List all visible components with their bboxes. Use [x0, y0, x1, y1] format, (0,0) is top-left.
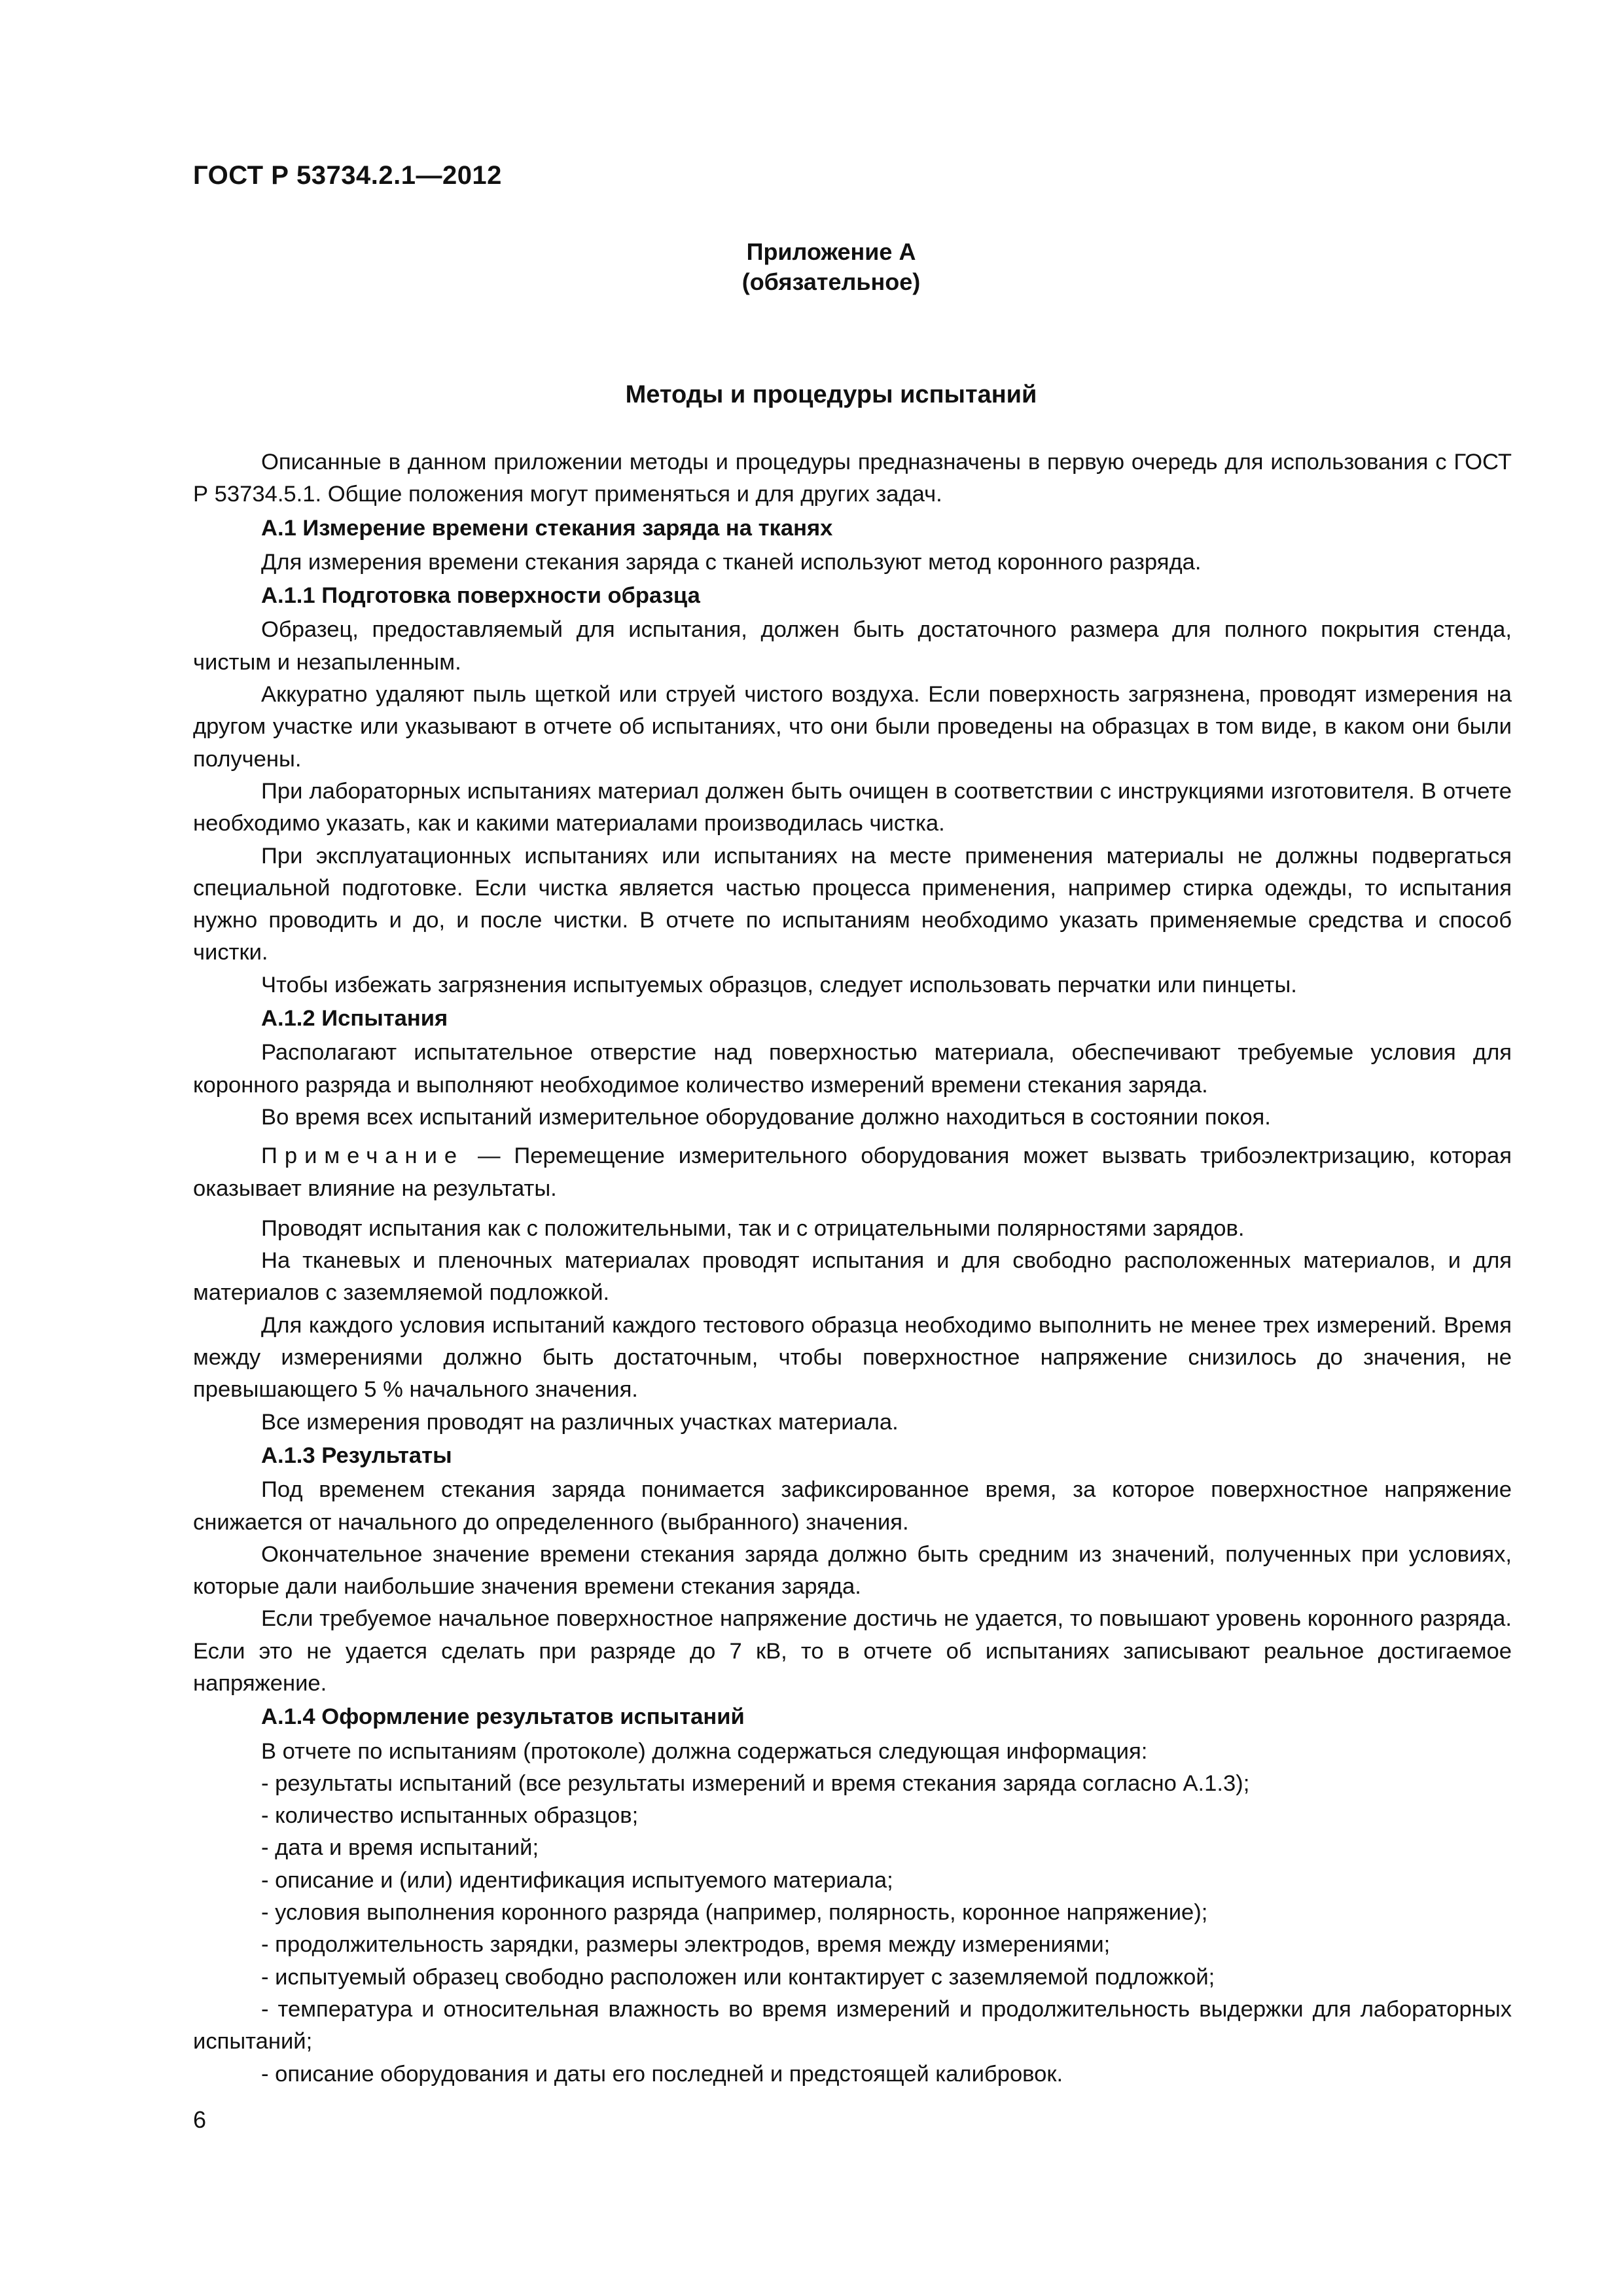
paragraph: Описанные в данном приложении методы и процедуры предназначены в первую очередь для использования с ГОСТ Р 53734.5.1. Общие положения могут применяться и для других задач.	[193, 450, 1512, 507]
section-heading-a14: А.1.4 Оформление результатов испытаний	[261, 1704, 745, 1730]
paragraph: При лабораторных испытаниях материал должен быть очищен в соответствии с инструкциями изготовителя. В отчете необходимо указать, как и какими материалами производилась чистка.	[193, 778, 1512, 836]
paragraph: Чтобы избежать загрязнения испытуемых образцов, следует использовать перчатки или пинцеты.	[261, 972, 1297, 997]
standard-code-header: ГОСТ Р 53734.2.1—2012	[193, 161, 502, 190]
paragraph: Под временем стекания заряда понимается зафиксированное время, за которое поверхностное напряжение снижается от начального до определенного (выбранного) значения.	[193, 1477, 1512, 1535]
paragraph: Располагают испытательное отверстие над поверхностью материала, обеспечивают требуемые условия для коронного разряда и выполняют необходимое количество измерений времени стекания заряда.	[193, 1040, 1512, 1098]
list-item: - описание оборудования и даты его последней и предстоящей калибровок.	[261, 2061, 1063, 2087]
paragraph: Образец, предоставляемый для испытания, должен быть достаточного размера для полного покрытия стенда, чистым и незапыленным.	[193, 617, 1512, 675]
section-heading-a12: А.1.2 Испытания	[261, 1006, 448, 1031]
annex-type: (обязательное)	[741, 268, 921, 295]
section-heading-a11: А.1.1 Подготовка поверхности образца	[261, 583, 700, 609]
paragraph: Аккуратно удаляют пыль щеткой или струей чистого воздуха. Если поверхность загрязнена, проводят измерения на другом участке или указывают в отчете об испытаниях, что они были проведены на образцах в том виде, в каком они были получены.	[193, 682, 1512, 772]
list-item: - количество испытанных образцов;	[261, 1803, 639, 1829]
paragraph: Проводят испытания как с положительными, так и с отрицательными полярностями зарядов.	[261, 1215, 1245, 1241]
note	[193, 1140, 1512, 1205]
paragraph: На тканевых и пленочных материалах проводят испытания и для свободно расположенных материалов, и для материалов с заземляемой подложкой.	[193, 1248, 1512, 1306]
list-item: - температура и относительная влажность во время измерений и продолжительность выдержки для лабораторных испытаний;	[193, 1996, 1512, 2054]
list-item: - условия выполнения коронного разряда (например, полярность, коронное напряжение);	[261, 1900, 1208, 1926]
list-item: - описание и (или) идентификация испытуемого материала;	[261, 1867, 893, 1893]
list-item: - испытуемый образец свободно расположен или контактирует с заземляемой подложкой;	[261, 1964, 1215, 1990]
note-label: Примечание	[261, 1143, 465, 1169]
body-text	[193, 446, 1512, 2090]
page-number: 6	[193, 2106, 207, 2133]
section-heading-a13: А.1.3 Результаты	[261, 1443, 452, 1468]
paragraph: Для каждого условия испытаний каждого тестового образца необходимо выполнить не менее трех измерений. Время между измерениями должно быть достаточным, чтобы поверхностное напряжение снизилось до значения, не превышающего 5 % начального значения.	[193, 1312, 1512, 1403]
paragraph: Окончательное значение времени стекания заряда должно быть средним из значений, полученных при условиях, которые дали наибольшие значения времени стекания заряда.	[193, 1541, 1512, 1600]
section-heading-a1: А.1 Измерение времени стекания заряда на тканях	[261, 515, 833, 541]
paragraph: В отчете по испытаниям (протоколе) должна содержаться следующая информация:	[261, 1738, 1148, 1764]
paragraph: Во время всех испытаний измерительное оборудование должно находиться в состоянии покоя.	[261, 1104, 1271, 1130]
list-item: - продолжительность зарядки, размеры электродов, время между измерениями;	[261, 1932, 1111, 1958]
paragraph: При эксплуатационных испытаниях или испытаниях на месте применения материалы не должны подвергаться специальной подготовке. Если чистка является частью процесса применения, например стирка одежды, то испытания нужно проводить и до, и после чистки. В отчете по испытаниям необходимо указать применяемые средства и способ чистки.	[193, 843, 1512, 965]
paragraph: Все измерения проводят на различных участках материала.	[261, 1409, 899, 1435]
paragraph: Для измерения времени стекания заряда с тканей используют метод коронного разряда.	[261, 549, 1202, 575]
note-text: — Перемещение измерительного оборудования может вызвать трибоэлектризацию, которая оказывает влияние на результаты.	[193, 1143, 1512, 1201]
paragraph: Если требуемое начальное поверхностное напряжение достичь не удается, то повышают уровень коронного разряда. Если это не удается сделать при разряде до 7 кВ, то в отчете об испытаниях записывают реальное достигаемое напряжение.	[193, 1606, 1512, 1696]
list-item: - дата и время испытаний;	[261, 1835, 539, 1861]
list-item: - результаты испытаний (все результаты измерений и время стекания заряда согласно А.1.3);	[261, 1770, 1250, 1796]
annex-title: Приложение А	[746, 238, 916, 265]
annex-heading: Методы и процедуры испытаний	[625, 381, 1037, 408]
